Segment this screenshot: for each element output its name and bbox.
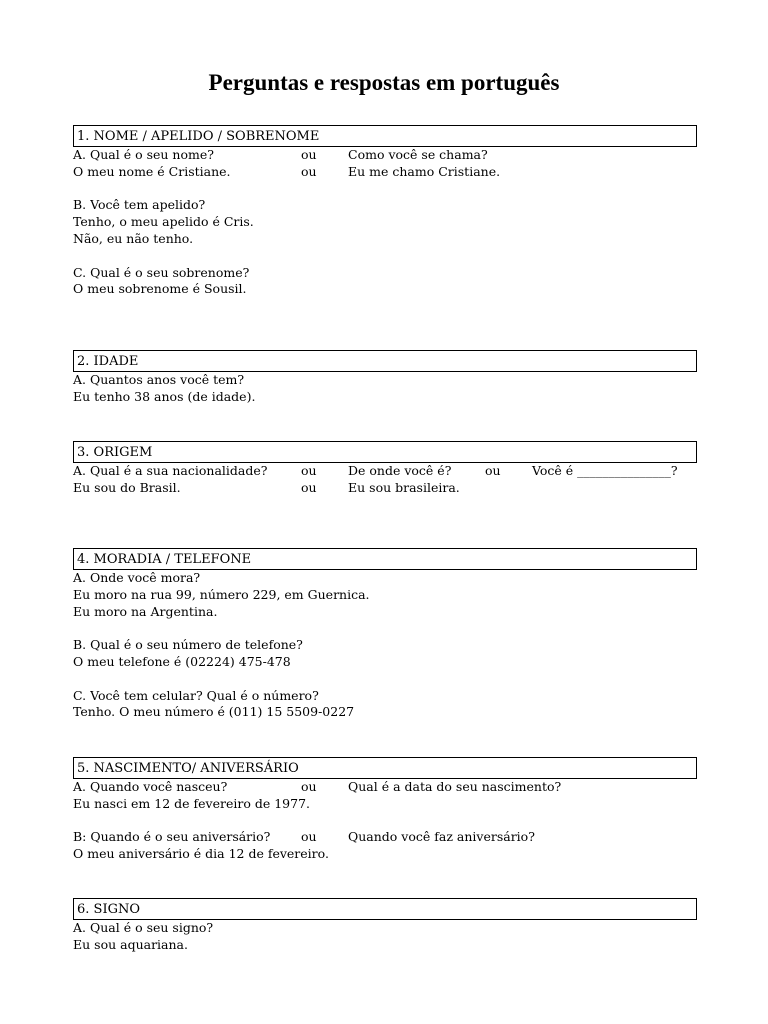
question: A. Qual é o seu signo? bbox=[73, 920, 214, 935]
question: A. Quantos anos você tem? bbox=[73, 372, 245, 387]
spacer bbox=[73, 181, 697, 198]
question: A. Qual é a sua nacionalidade? bbox=[73, 463, 268, 478]
connector: ou bbox=[485, 463, 501, 478]
answer: Eu tenho 38 anos (de idade). bbox=[73, 388, 256, 404]
section-nascimento bbox=[73, 757, 697, 863]
answer: Eu sou do Brasil. bbox=[73, 479, 181, 495]
text-line bbox=[73, 372, 697, 389]
connector: ou bbox=[301, 779, 317, 794]
alt-question: Você é _______________? bbox=[532, 463, 678, 478]
section-origem bbox=[73, 441, 697, 497]
answer: O meu sobrenome é Sousil. bbox=[73, 281, 247, 297]
text-line bbox=[73, 164, 697, 181]
answer: Eu moro na rua 99, número 229, em Guernica. bbox=[73, 586, 370, 602]
text-line bbox=[73, 265, 697, 282]
text-line bbox=[73, 796, 697, 813]
answer: Eu moro na Argentina. bbox=[73, 603, 218, 619]
text-line bbox=[73, 704, 697, 721]
text-line bbox=[73, 231, 697, 248]
question: C. Você tem celular? Qual é o número? bbox=[73, 687, 319, 703]
question: C. Qual é o seu sobrenome? bbox=[73, 264, 250, 280]
connector: ou bbox=[301, 147, 317, 162]
answer: O meu telefone é (02224) 475-478 bbox=[73, 653, 291, 669]
answer: Não, eu não tenho. bbox=[73, 230, 194, 246]
answer: O meu nome é Cristiane. bbox=[73, 163, 231, 179]
text-line bbox=[73, 846, 697, 863]
page-title: Perguntas e respostas em português bbox=[208, 70, 560, 95]
connector: ou bbox=[301, 479, 317, 495]
section-header: 3. ORIGEM bbox=[73, 441, 697, 463]
text-line bbox=[73, 570, 697, 587]
spacer bbox=[73, 248, 697, 265]
text-line bbox=[73, 480, 697, 497]
alt-answer: Eu sou brasileira. bbox=[348, 479, 460, 495]
text-line bbox=[73, 147, 697, 164]
text-line bbox=[73, 214, 697, 231]
text-line bbox=[73, 920, 697, 937]
text-line bbox=[73, 637, 697, 654]
question: A. Onde você mora? bbox=[73, 570, 201, 585]
text-line bbox=[73, 587, 697, 604]
alt-question: Quando você faz aniversário? bbox=[348, 829, 535, 845]
text-line bbox=[73, 463, 697, 480]
answer: Eu nasci em 12 de fevereiro de 1977. bbox=[73, 795, 310, 811]
question: B: Quando é o seu aniversário? bbox=[73, 829, 271, 845]
alt-question: De onde você é? bbox=[348, 463, 452, 478]
text-line bbox=[73, 937, 697, 954]
text-line bbox=[73, 281, 697, 298]
text-line bbox=[73, 197, 697, 214]
section-header: 1. NOME / APELIDO / SOBRENOME bbox=[73, 125, 697, 147]
section-header: 4. MORADIA / TELEFONE bbox=[73, 548, 697, 570]
text-line bbox=[73, 829, 697, 846]
connector: ou bbox=[301, 163, 317, 179]
text-line bbox=[73, 389, 697, 406]
section-idade bbox=[73, 350, 697, 406]
text-line bbox=[73, 688, 697, 705]
answer: Tenho, o meu apelido é Cris. bbox=[73, 214, 254, 230]
text-line bbox=[73, 604, 697, 621]
alt-question: Qual é a data do seu nascimento? bbox=[348, 779, 562, 794]
question: A. Qual é o seu nome? bbox=[73, 147, 214, 162]
connector: ou bbox=[301, 829, 317, 845]
spacer bbox=[73, 620, 697, 637]
spacer bbox=[73, 813, 697, 830]
section-header: 6. SIGNO bbox=[73, 898, 697, 920]
section-signo bbox=[73, 898, 697, 954]
section-moradia bbox=[73, 548, 697, 721]
question: B. Você tem apelido? bbox=[73, 197, 206, 213]
alt-question: Como você se chama? bbox=[348, 147, 488, 162]
question: A. Quando você nasceu? bbox=[73, 779, 228, 794]
answer: Tenho. O meu número é (011) 15 5509-0227 bbox=[73, 704, 355, 720]
spacer bbox=[73, 671, 697, 688]
connector: ou bbox=[301, 463, 317, 478]
text-line bbox=[73, 779, 697, 796]
section-header: 5. NASCIMENTO/ ANIVERSÁRIO bbox=[73, 757, 697, 779]
section-header: 2. IDADE bbox=[73, 350, 697, 372]
text-line bbox=[73, 654, 697, 671]
section-nome bbox=[73, 125, 697, 298]
answer: Eu sou aquariana. bbox=[73, 936, 188, 952]
alt-answer: Eu me chamo Cristiane. bbox=[348, 163, 501, 179]
question: B. Qual é o seu número de telefone? bbox=[73, 637, 303, 653]
answer: O meu aniversário é dia 12 de fevereiro. bbox=[73, 846, 329, 862]
